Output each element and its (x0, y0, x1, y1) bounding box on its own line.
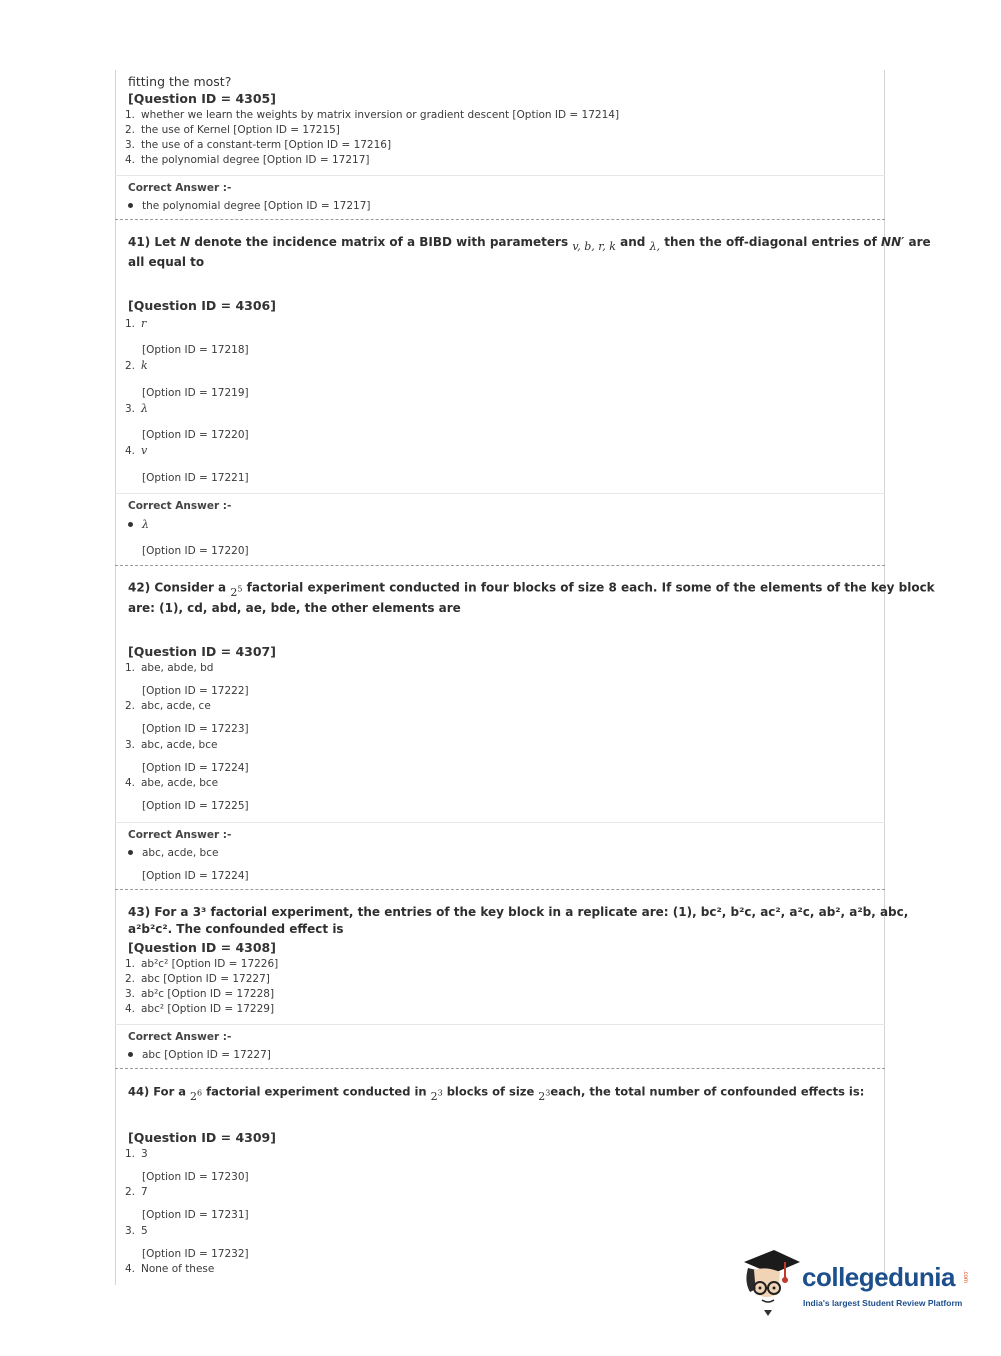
q42-text: 42) Consider a $2^5$ factorial experiment conducted in four blocks of size 8 each. If some of the elements of the key block (128, 580, 935, 599)
divider (115, 1024, 885, 1025)
divider (115, 493, 885, 494)
q42-question-id: [Question ID = 4307] (128, 644, 276, 659)
q43-question-id: [Question ID = 4308] (128, 940, 276, 955)
logo-wordmark: collegedunia (802, 1262, 955, 1292)
prev-option-4: 4. the polynomial degree [Option ID = 17217] (125, 154, 370, 166)
question-separator (115, 1068, 885, 1069)
collegedunia-logo (740, 1248, 980, 1318)
mascot-icon (740, 1248, 802, 1318)
prev-option-2: 2. the use of Kernel [Option ID = 17215] (125, 124, 340, 136)
q42-option-1-id: [Option ID = 17222] (142, 685, 249, 697)
prev-correct-label: Correct Answer :- (128, 182, 232, 194)
logo-dotcom: .com (962, 1270, 968, 1284)
logo-tagline: India's largest Student Review Platform (803, 1298, 963, 1308)
q43-text-line2: a²b²c². The confounded effect is (128, 922, 344, 936)
q44-option-2-id: [Option ID = 17231] (142, 1209, 249, 1221)
question-separator (115, 565, 885, 566)
q44-option-3: 3. 5 (125, 1225, 148, 1237)
prev-correct-answer: the polynomial degree [Option ID = 17217] (128, 200, 370, 212)
q42-text-line2: are: (1), cd, abd, ae, bde, the other elements are (128, 601, 461, 615)
q41-question-id: [Question ID = 4306] (128, 298, 276, 313)
right-border (884, 70, 885, 1285)
question-separator (115, 219, 885, 220)
q42-option-4-id: [Option ID = 17225] (142, 800, 249, 812)
q43-option-1: 1. ab²c² [Option ID = 17226] (125, 958, 279, 970)
q41-option-2: 2. k (125, 359, 148, 372)
q42-option-3-id: [Option ID = 17224] (142, 762, 249, 774)
q44-option-2: 2. 7 (125, 1186, 148, 1198)
prev-option-3: 3. the use of a constant-term [Option ID = 17216] (125, 139, 392, 151)
q42-option-2: 2. abc, acde, ce (125, 700, 211, 712)
q44-question-id: [Question ID = 4309] (128, 1130, 276, 1145)
divider (115, 175, 885, 176)
q43-correct-label: Correct Answer :- (128, 1031, 232, 1043)
q42-correct-answer: abc, acde, bce (128, 847, 218, 859)
q44-option-1-id: [Option ID = 17230] (142, 1171, 249, 1183)
q44-option-3-id: [Option ID = 17232] (142, 1248, 249, 1260)
q41-option-2-id: [Option ID = 17219] (142, 387, 249, 399)
q42-correct-label: Correct Answer :- (128, 829, 232, 841)
q41-text: 41) Let N denote the incidence matrix of a BIBD with parameters v, b, r, k and λ, then the off-diagonal entries of NN′ are (128, 235, 931, 253)
q42-option-1: 1. abe, abde, bd (125, 662, 214, 674)
divider (115, 822, 885, 823)
q44-option-4: 4. None of these (125, 1263, 215, 1275)
q42-option-3: 3. abc, acde, bce (125, 739, 218, 751)
q41-option-1: 1. r (125, 317, 147, 330)
q43-option-2: 2. abc [Option ID = 17227] (125, 973, 270, 985)
q43-text: 43) For a 3³ factorial experiment, the entries of the key block in a replicate are: (1), bc², b²c, ac², a²c, ab², a²b, abc, (128, 905, 909, 919)
q41-option-4: 4. v (125, 444, 148, 457)
prev-question-id: [Question ID = 4305] (128, 91, 276, 106)
q41-option-4-id: [Option ID = 17221] (142, 472, 249, 484)
q41-text-line2: all equal to (128, 255, 205, 269)
prev-question-tail: fitting the most? (128, 74, 232, 89)
q44-option-1: 1. 3 (125, 1148, 148, 1160)
q41-correct-answer: λ (128, 518, 149, 531)
prev-option-1: 1. whether we learn the weights by matrix inversion or gradient descent [Option ID = 17214] (125, 109, 620, 121)
q41-option-1-id: [Option ID = 17218] (142, 344, 249, 356)
q41-correct-id: [Option ID = 17220] (142, 545, 249, 557)
question-separator (115, 889, 885, 890)
q42-option-2-id: [Option ID = 17223] (142, 723, 249, 735)
q42-option-4: 4. abe, acde, bce (125, 777, 219, 789)
left-border (115, 70, 116, 1285)
q41-correct-label: Correct Answer :- (128, 500, 232, 512)
q44-text: 44) For a $2^6$ factorial experiment conducted in $2^3$ blocks of size $2^3each$, the total number of confounded effects is: (128, 1084, 865, 1103)
q43-correct-answer: abc [Option ID = 17227] (128, 1049, 271, 1061)
q43-option-4: 4. abc² [Option ID = 17229] (125, 1003, 275, 1015)
q43-option-3: 3. ab²c [Option ID = 17228] (125, 988, 275, 1000)
q42-correct-id: [Option ID = 17224] (142, 870, 249, 882)
q41-option-3: 3. λ (125, 402, 148, 415)
q41-option-3-id: [Option ID = 17220] (142, 429, 249, 441)
